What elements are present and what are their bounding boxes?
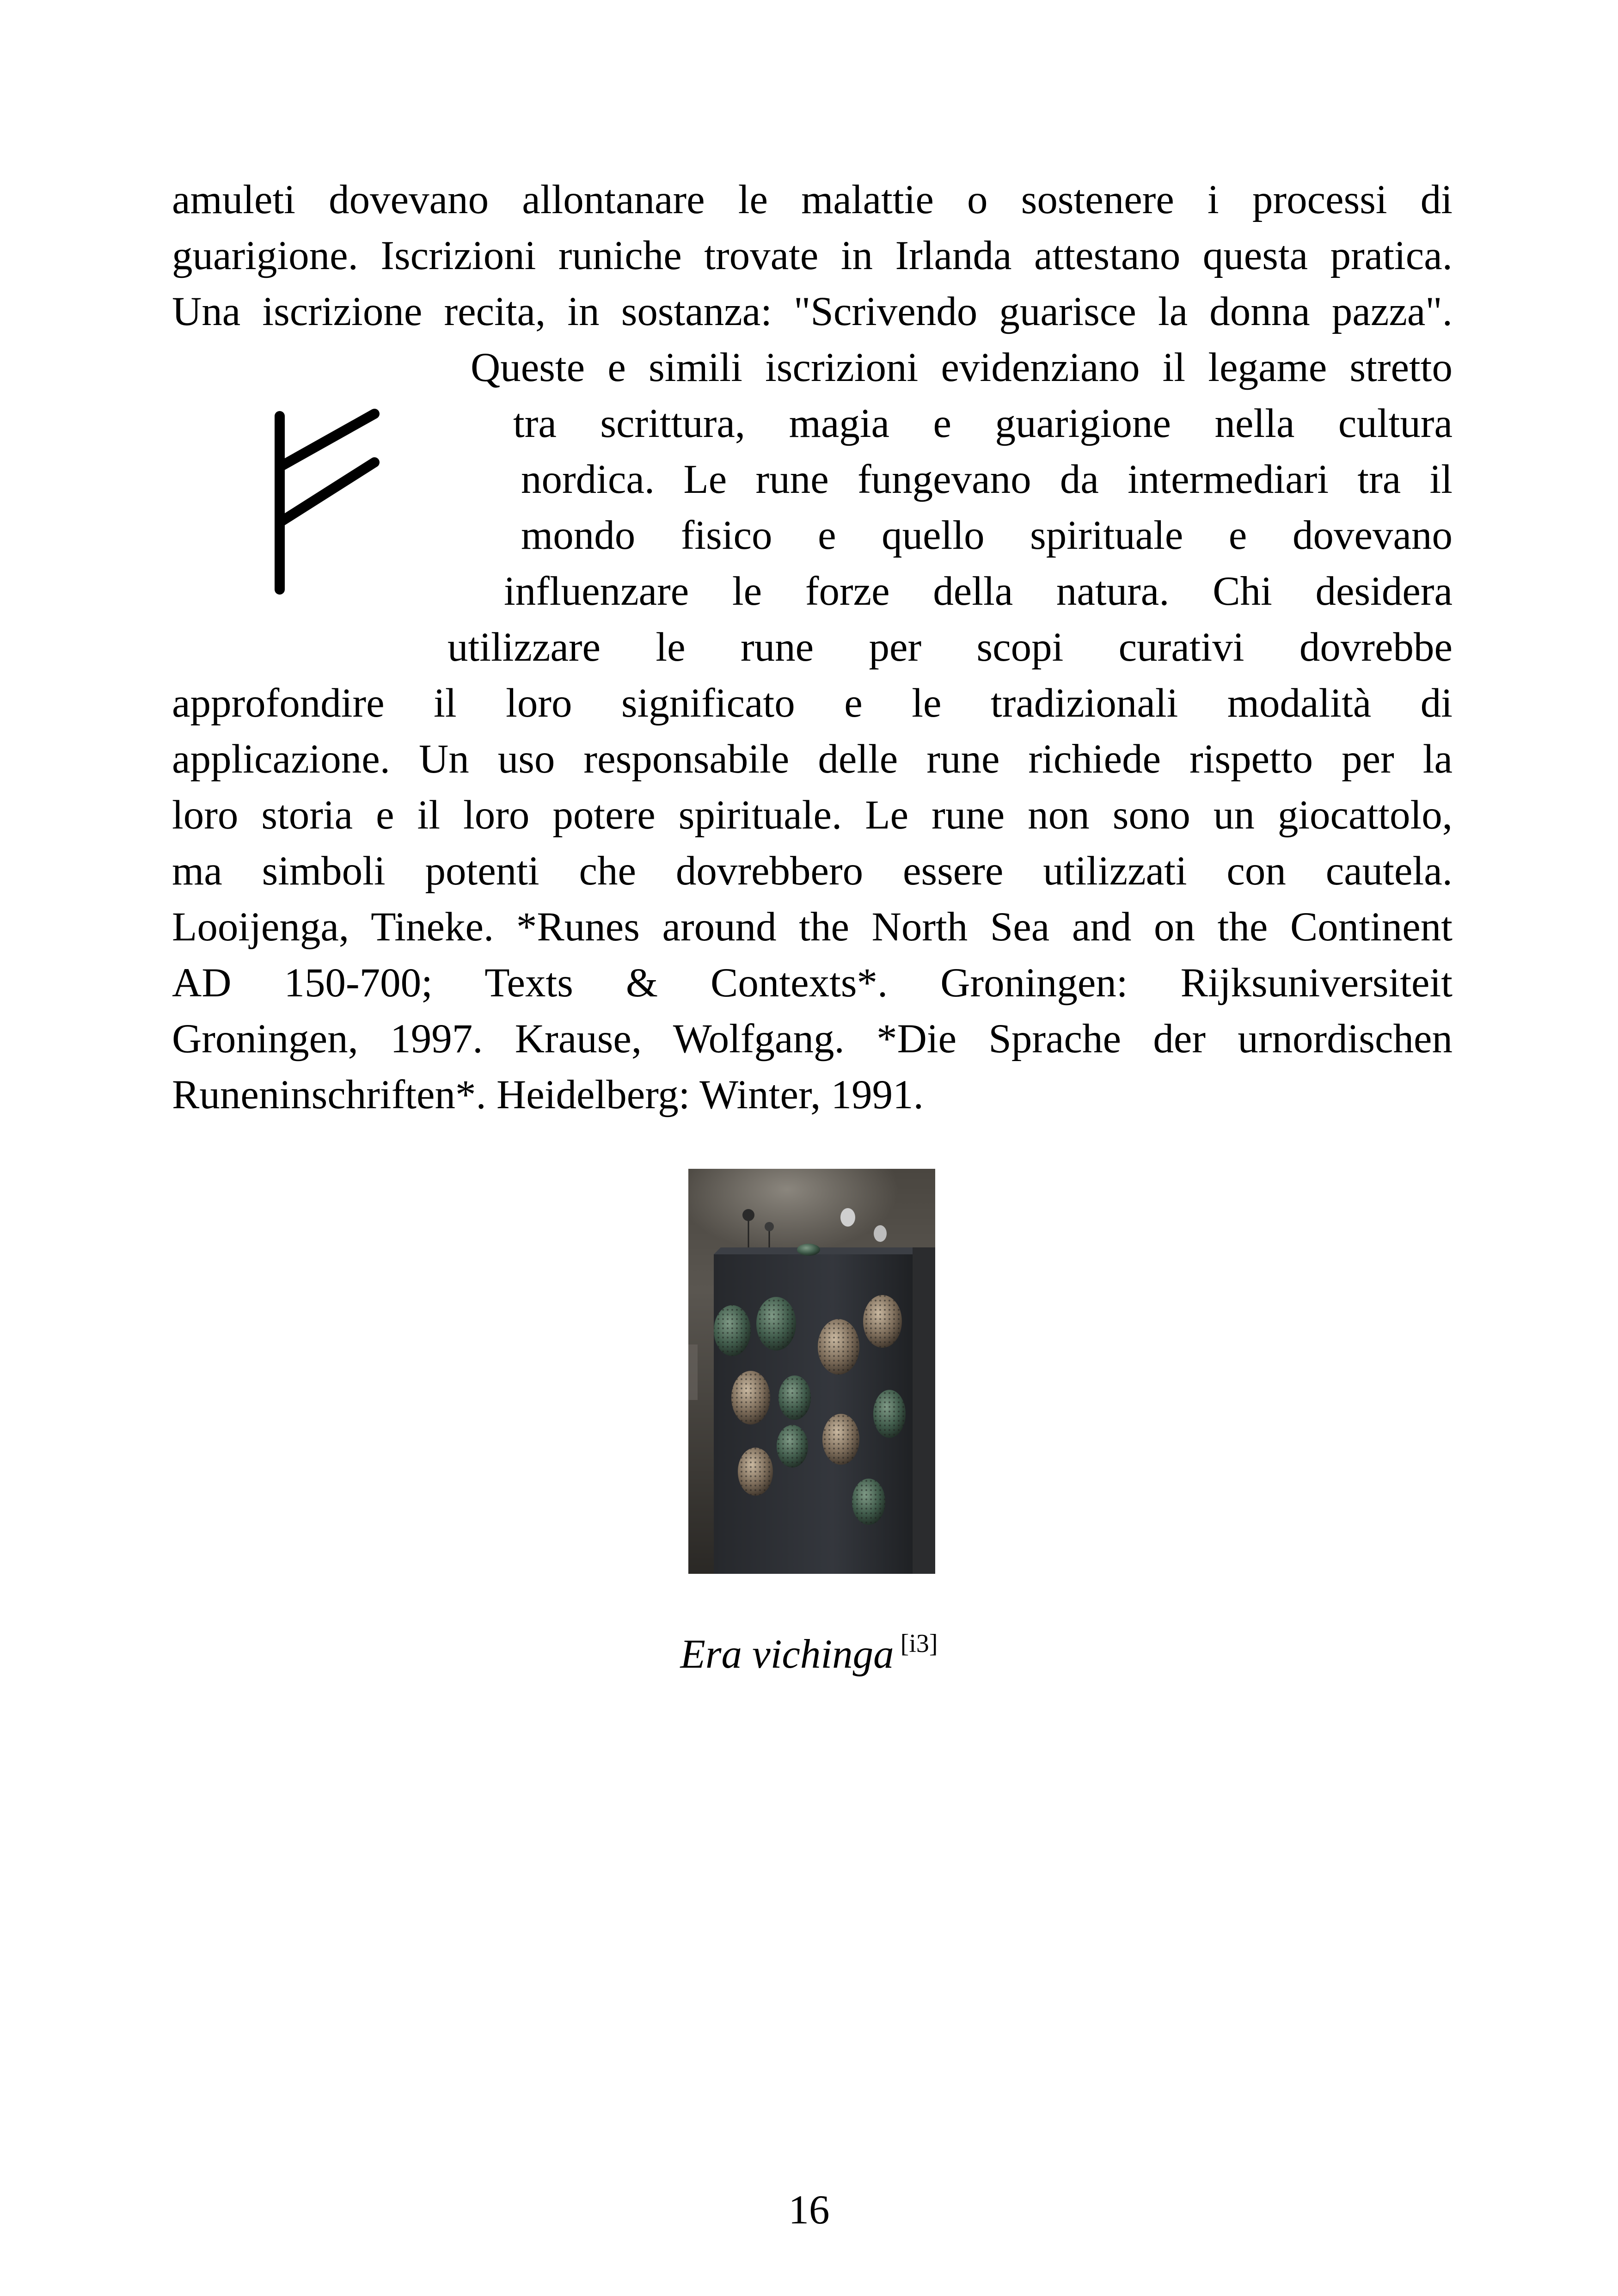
page-number: 16 [788,2187,830,2233]
text-line: applicazione. Un uso responsabile delle rune richiede rispetto per la [172,737,1453,782]
text-line: approfondire il loro significato e le tradizionali modalità di [172,681,1453,726]
fehu-rune-icon [264,398,402,601]
text-line: mondo fisico e quello spirituale e dovevano [521,513,1453,558]
text-line: influenzare le forze della natura. Chi desidera [504,569,1453,614]
text-line: nordica. Le rune fungevano da intermediari tra il [521,457,1453,502]
text-line: utilizzare le rune per scopi curativi dovrebbe [447,625,1453,670]
text-line: guarigione. Iscrizioni runiche trovate in Irlanda attestano questa pratica. [172,233,1453,278]
text-line: Queste e simili iscrizioni evidenziano il legame stretto [471,345,1453,390]
viking-artifacts-photo [688,1169,935,1574]
text-line: ma simboli potenti che dovrebbero essere utilizzati con cautela. [172,848,1453,894]
text-line: Looijenga, Tineke. *Runes around the North Sea and on the Continent [172,904,1453,950]
image-reference: [i3] [900,1629,938,1658]
text-line: Groningen, 1997. Krause, Wolfgang. *Die Sprache der urnordischen [172,1016,1453,1062]
caption-text: Era vichinga [680,1632,894,1677]
figure-caption [0,1616,1618,1682]
text-line: Una iscrizione recita, in sostanza: "Scrivendo guarisce la donna pazza". [172,289,1453,334]
text-line: AD 150-700; Texts & Contexts*. Groningen: Rijksuniversiteit [172,960,1453,1006]
text-line: amuleti dovevano allontanare le malattie o sostenere i processi di [172,177,1453,222]
text-line: tra scrittura, magia e guarigione nella cultura [513,401,1453,446]
text-line: Runeninschriften*. Heidelberg: Winter, 1991. [172,1072,924,1117]
text-line: loro storia e il loro potere spirituale. Le rune non sono un giocattolo, [172,792,1453,838]
